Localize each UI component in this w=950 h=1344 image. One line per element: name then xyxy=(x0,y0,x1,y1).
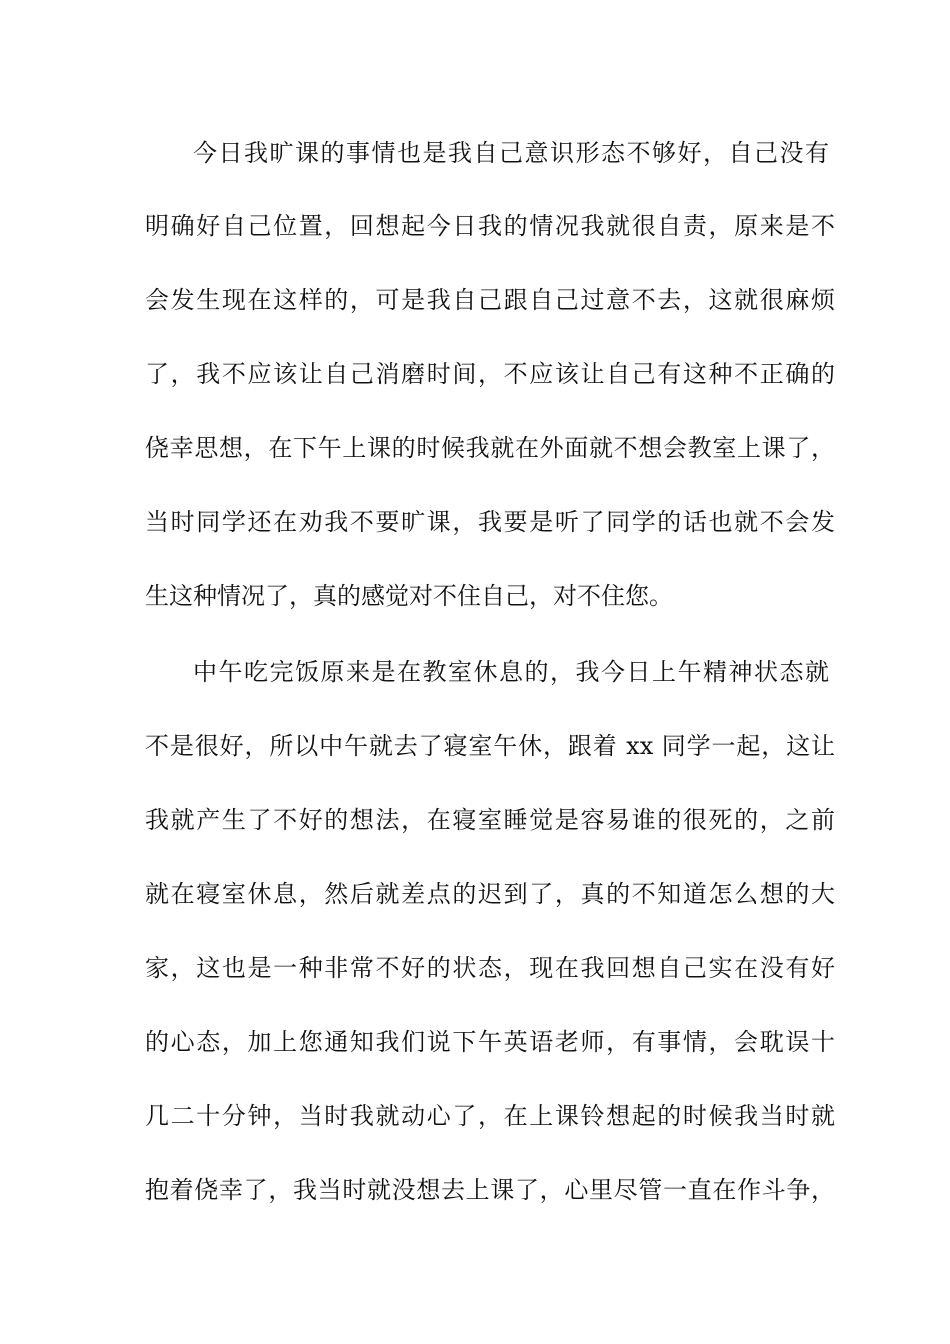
text-line: 侥幸思想，在下午上课的时候我就在外面就不想会教室上课了， xyxy=(145,434,835,462)
text-line: 几二十分钟，当时我就动心了，在上课铃想起的时候我当时就 xyxy=(145,1102,835,1130)
text-line: 了，我不应该让自己消磨时间，不应该让自己有这种不正确的 xyxy=(145,360,835,388)
text-line: 不是很好，所以中午就去了寝室午休，跟着 xx 同学一起，这让 xyxy=(145,732,835,760)
text-line: 明确好自己位置，回想起今日我的情况我就很自责，原来是不 xyxy=(145,212,835,240)
text-line: 中午吃完饭原来是在教室休息的，我今日上午精神状态就 xyxy=(193,658,829,686)
text-line: 就在寝室休息，然后就差点的迟到了，真的不知道怎么想的大 xyxy=(145,880,835,908)
text-line: 会发生现在这样的，可是我自己跟自己过意不去，这就很麻烦 xyxy=(145,286,835,314)
text-line: 家，这也是一种非常不好的状态，现在我回想自己实在没有好 xyxy=(145,954,835,982)
text-line: 的心态，加上您通知我们说下午英语老师，有事情，会耽误十 xyxy=(145,1028,835,1056)
text-line: 当时同学还在劝我不要旷课，我要是听了同学的话也就不会发 xyxy=(145,508,835,536)
text-line: 今日我旷课的事情也是我自己意识形态不够好，自己没有 xyxy=(193,139,829,167)
text-line: 生这种情况了，真的感觉对不住自己，对不住您。 xyxy=(145,582,673,610)
text-line: 我就产生了不好的想法，在寝室睡觉是容易谁的很死的，之前 xyxy=(145,806,835,834)
text-line: 抱着侥幸了，我当时就没想去上课了，心里尽管一直在作斗争， xyxy=(145,1176,835,1204)
